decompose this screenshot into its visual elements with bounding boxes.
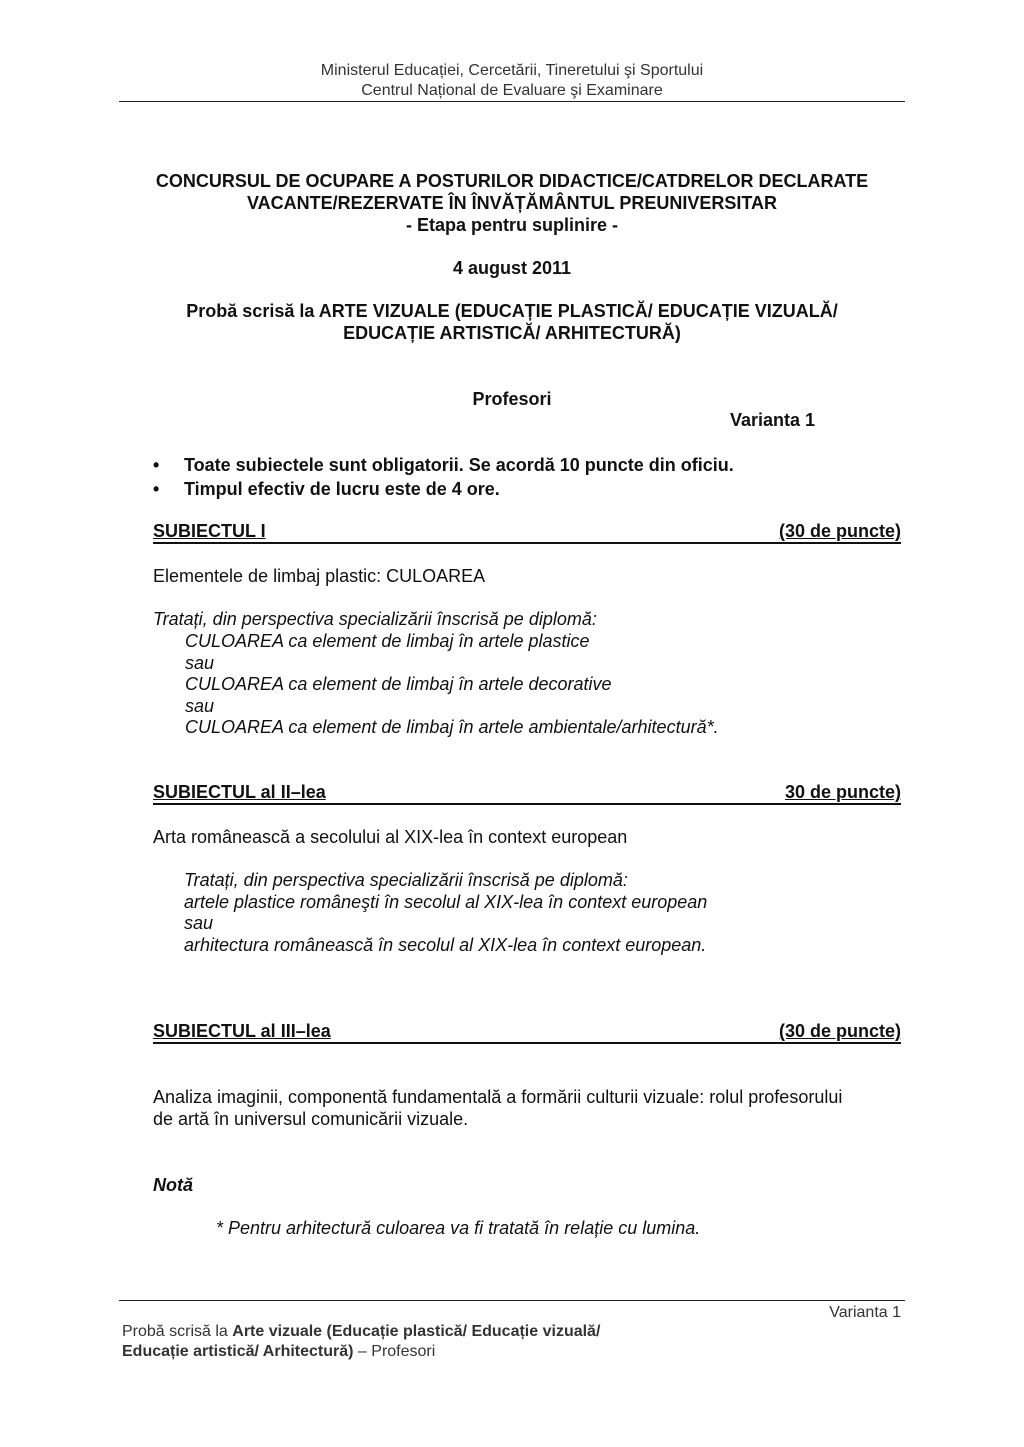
header-center: Centrul Național de Evaluare şi Examinare xyxy=(361,82,663,99)
footer-suffix: – Profesori xyxy=(353,1343,436,1360)
section-1-line: sau xyxy=(185,696,215,716)
audience: Profesori xyxy=(472,389,552,409)
section-3-topic-line1: Analiza imaginii, componentă fundamentală a formării culturii vizuale: rolul profesorului xyxy=(153,1087,843,1107)
note-label: Notă xyxy=(153,1175,193,1195)
section-1-heading xyxy=(153,520,901,544)
section-1-line: Tratați, din perspectiva specializării înscrisă pe diplomă: xyxy=(153,609,597,629)
footer-bold2: Educație artistică/ Arhitectură) xyxy=(122,1343,354,1360)
section-2-line: arhitectura românească în secolul al XIX-lea în context european. xyxy=(184,935,707,955)
section-points: 30 de puncte) xyxy=(784,782,901,802)
footer-line1 xyxy=(122,1322,600,1342)
section-1-topic: Elementele de limbaj plastic: CULOAREA xyxy=(153,566,486,586)
section-points: (30 de puncte) xyxy=(778,1021,901,1041)
note-text: * Pentru arhitectură culoarea va fi tratată în relație cu lumina. xyxy=(216,1218,701,1238)
section-title: SUBIECTUL I xyxy=(153,521,266,541)
section-2-line: artele plastice româneşti în secolul al XIX-lea în context european xyxy=(184,892,708,912)
exam-subject-line1: Probă scrisă la ARTE VIZUALE (EDUCAȚIE PLASTICĂ/ EDUCAȚIE VIZUALĂ/ xyxy=(186,301,838,321)
footer-prefix: Probă scrisă la xyxy=(122,1323,233,1340)
section-1-line: CULOAREA ca element de limbaj în artele plastice xyxy=(185,631,590,651)
section-2-topic: Arta românească a secolului al XIX-lea în context european xyxy=(153,827,628,847)
section-2-line: Tratați, din perspectiva specializării înscrisă pe diplomă: xyxy=(184,870,628,890)
exam-date: 4 august 2011 xyxy=(452,258,572,278)
section-2-line: sau xyxy=(184,913,214,933)
title-line1: CONCURSUL DE OCUPARE A POSTURILOR DIDACTICE/CATDRELOR DECLARATE xyxy=(155,171,869,191)
section-1-line: CULOAREA ca element de limbaj în artele ambientale/arhitectură*. xyxy=(185,717,719,737)
section-3-topic-line2: de artă în universul comunicării vizuale. xyxy=(153,1109,469,1129)
instruction-text: Toate subiectele sunt obligatorii. Se acordă 10 puncte din oficiu. xyxy=(184,455,734,475)
variant: Varianta 1 xyxy=(730,410,816,430)
footer-line2 xyxy=(122,1342,435,1362)
section-title: SUBIECTUL al III–lea xyxy=(153,1021,331,1041)
title-line2: VACANTE/REZERVATE ÎN ÎNVĂȚĂMÂNTUL PREUNIVERSITAR xyxy=(246,193,778,213)
footer-variant: Varianta 1 xyxy=(829,1304,901,1321)
section-points: (30 de puncte) xyxy=(778,521,901,541)
section-title: SUBIECTUL al II–lea xyxy=(153,782,326,802)
header-divider xyxy=(119,101,905,102)
footer-bold1: Arte vizuale (Educație plastică/ Educație vizuală/ xyxy=(232,1323,601,1340)
footer-divider xyxy=(119,1300,905,1301)
section-3-heading xyxy=(153,1020,901,1044)
section-1-line: sau xyxy=(185,653,215,673)
title-line3: - Etapa pentru suplinire - xyxy=(405,215,619,235)
exam-subject-line2: EDUCAȚIE ARTISTICĂ/ ARHITECTURĂ) xyxy=(343,323,681,343)
instruction-text: Timpul efectiv de lucru este de 4 ore. xyxy=(184,479,500,499)
section-1-line: CULOAREA ca element de limbaj în artele decorative xyxy=(185,674,612,694)
section-2-heading xyxy=(153,781,901,805)
header-ministry: Ministerul Educației, Cercetării, Tineretului şi Sportului xyxy=(320,62,704,79)
